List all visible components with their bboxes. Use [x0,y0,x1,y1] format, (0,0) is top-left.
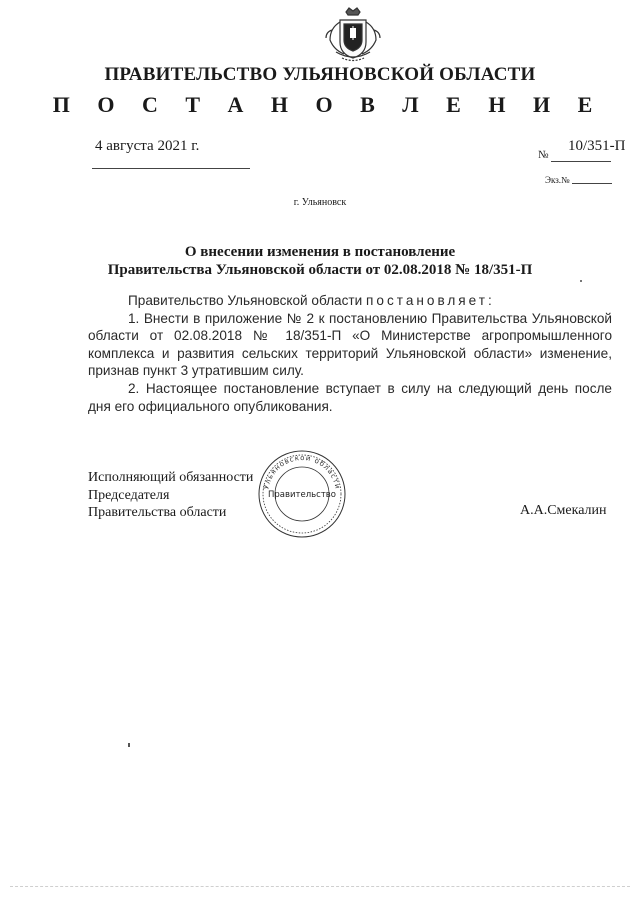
seal-ring-text: Ульяновской области [262,453,342,491]
signature-title-line-2: Председателя [88,487,170,503]
signature-block [88,469,253,522]
official-seal-stamp [256,448,348,540]
copy-number-label: Экз.№ [545,175,570,185]
number-underline [551,161,611,162]
document-type-title: П О С Т А Н О В Л Е Н И Е [52,92,604,117]
scan-mark [128,743,130,747]
document-date: 4 августа 2021 г. [95,138,200,154]
paragraph-item-2: 2. Настоящее постановление вступает в силу на следующий день после дня его официального опубликования. [88,380,612,414]
preamble-spaced-word: постановляет: [366,293,495,308]
scan-mark [580,280,582,282]
signatory-name: А.А.Смекалин [520,503,607,518]
document-subject [60,243,580,279]
number-sign: № [538,149,549,161]
preamble-text: Правительство Ульяновской области [128,293,367,308]
document-number: 10/351-П [568,138,626,154]
subject-line-1: О внесении изменения в постановление [184,244,456,260]
signature-title-line-1: Исполняющий обязанности [88,470,254,485]
seal-center-text: Правительство [268,490,336,500]
scan-bottom-edge [10,886,630,887]
signature-title-line-3: Правительства области [88,505,227,521]
preamble [88,292,612,310]
svg-text:Ульяновской области [262,454,341,490]
paragraph-item-1: 1. Внести в приложение № 2 к постановлению Правительства Ульяновской области от 02.08.2018 № 18/351-П «О Министерстве агропромышленного комплекса и развития сельских территорий Ульяновской области» изменение, признав пункт 3 утратившим силу. [88,310,612,379]
copy-number-underline [572,183,612,184]
government-title: ПРАВИТЕЛЬСТВО УЛЬЯНОВСКОЙ ОБЛАСТИ [104,64,536,85]
coat-of-arms-icon [322,6,384,68]
subject-line-2: Правительства Ульяновской области от 02.08.2018 № 18/351-П [107,262,533,278]
city-label: г. Ульяновск [293,197,347,208]
date-underline [92,168,250,169]
document-body [88,292,612,415]
